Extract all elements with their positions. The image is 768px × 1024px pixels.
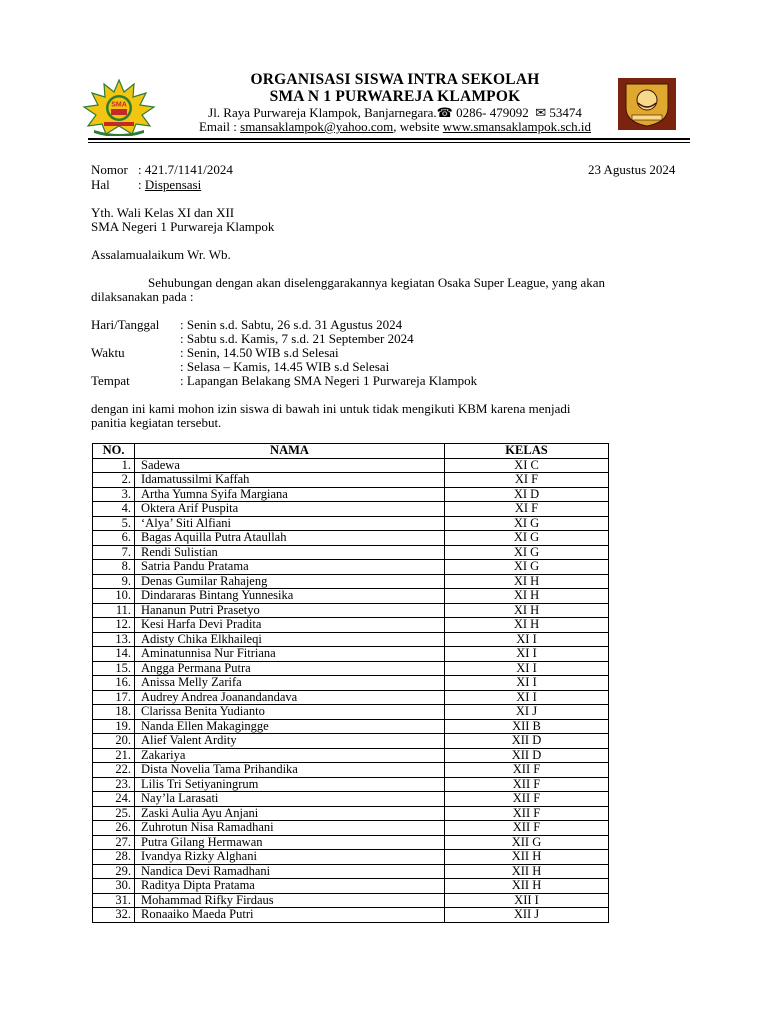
nomor-label: Nomor	[91, 162, 128, 177]
waktu-value-1: : Senin, 14.50 WIB s.d Selesai	[180, 345, 339, 360]
table-row	[93, 502, 609, 517]
row-number: 10.	[93, 589, 135, 604]
row-number: 8.	[93, 560, 135, 575]
student-class: XI I	[445, 647, 609, 662]
student-class: XII G	[445, 835, 609, 850]
table-row	[93, 661, 609, 676]
student-name: Lilis Tri Setiyaningrum	[135, 777, 445, 792]
logo-sma-text: SMA	[111, 101, 127, 109]
row-number: 11.	[93, 603, 135, 618]
row-number: 20.	[93, 734, 135, 749]
letterhead-rule-thick	[88, 138, 690, 140]
student-name: Satria Pandu Pratama	[135, 560, 445, 575]
student-name: Adisty Chika Elkhaileqi	[135, 632, 445, 647]
student-table	[92, 443, 609, 923]
website-label: , website	[393, 119, 443, 134]
student-class: XII D	[445, 748, 609, 763]
student-class: XII D	[445, 734, 609, 749]
row-number: 18.	[93, 705, 135, 720]
row-number: 32.	[93, 908, 135, 923]
student-name: Raditya Dipta Pratama	[135, 879, 445, 894]
row-number: 22.	[93, 763, 135, 778]
student-class: XI H	[445, 589, 609, 604]
student-name: Nay’la Larasati	[135, 792, 445, 807]
row-number: 15.	[93, 661, 135, 676]
table-row	[93, 560, 609, 575]
row-number: 5.	[93, 516, 135, 531]
phone-number: 0286- 479092	[456, 105, 529, 120]
student-name: Rendi Sulistian	[135, 545, 445, 560]
student-name: Denas Gumilar Rahajeng	[135, 574, 445, 589]
student-name: Kesi Harfa Devi Pradita	[135, 618, 445, 633]
row-number: 21.	[93, 748, 135, 763]
contact-line	[150, 119, 640, 135]
row-number: 7.	[93, 545, 135, 560]
student-class: XI H	[445, 574, 609, 589]
table-row	[93, 879, 609, 894]
row-number: 13.	[93, 632, 135, 647]
website-link[interactable]: www.smansaklampok.sch.id	[442, 119, 592, 134]
table-row	[93, 777, 609, 792]
envelope-icon: ✉	[535, 105, 547, 120]
intro-line1: Sehubungan dengan akan diselenggarakannya kegiatan Osaka Super League, yang akan	[148, 275, 605, 290]
student-name: Zuhrotun Nisa Ramadhani	[135, 821, 445, 836]
row-number: 12.	[93, 618, 135, 633]
student-name: Ronaaiko Maeda Putri	[135, 908, 445, 923]
table-row	[93, 908, 609, 923]
student-class: XI I	[445, 676, 609, 691]
row-number: 30.	[93, 879, 135, 894]
letter-date: 23 Agustus 2024	[588, 162, 676, 177]
table-row	[93, 487, 609, 502]
student-class: XI G	[445, 531, 609, 546]
hal-value: Dispensasi	[144, 177, 202, 192]
student-class: XI C	[445, 458, 609, 473]
table-row	[93, 806, 609, 821]
hal-label: Hal	[91, 177, 110, 192]
student-class: XI I	[445, 661, 609, 676]
student-name: Oktera Arif Puspita	[135, 502, 445, 517]
tempat-label: Tempat	[91, 373, 130, 388]
student-class: XI J	[445, 705, 609, 720]
student-name: Nandica Devi Ramadhani	[135, 864, 445, 879]
student-name: Anissa Melly Zarifa	[135, 676, 445, 691]
table-row	[93, 763, 609, 778]
row-number: 19.	[93, 719, 135, 734]
student-class: XII F	[445, 763, 609, 778]
row-number: 14.	[93, 647, 135, 662]
table-row	[93, 792, 609, 807]
student-name: Ivandya Rizky Alghani	[135, 850, 445, 865]
org-name-line2: SMA N 1 PURWAREJA KLAMPOK	[269, 88, 521, 105]
student-name: Zakariya	[135, 748, 445, 763]
student-name: Nanda Ellen Makagingge	[135, 719, 445, 734]
student-class: XI D	[445, 487, 609, 502]
student-class: XI I	[445, 690, 609, 705]
table-row	[93, 531, 609, 546]
student-class: XI H	[445, 603, 609, 618]
student-name: Audrey Andrea Joanandandava	[135, 690, 445, 705]
table-header-row	[93, 444, 609, 459]
recipient-line2: SMA Negeri 1 Purwareja Klampok	[91, 219, 275, 234]
table-row	[93, 618, 609, 633]
student-name: Putra Gilang Hermawan	[135, 835, 445, 850]
row-number: 31.	[93, 893, 135, 908]
table-row	[93, 705, 609, 720]
hari-value-1: : Senin s.d. Sabtu, 26 s.d. 31 Agustus 2024	[180, 317, 403, 332]
hal-field	[138, 177, 201, 192]
row-number: 23.	[93, 777, 135, 792]
request-line1: dengan ini kami mohon izin siswa di bawah ini untuk tidak mengikuti KBM karena menjadi	[91, 401, 571, 416]
recipient-line1: Yth. Wali Kelas XI dan XII	[91, 205, 235, 220]
table-row	[93, 734, 609, 749]
row-number: 28.	[93, 850, 135, 865]
student-class: XI G	[445, 545, 609, 560]
row-number: 24.	[93, 792, 135, 807]
header-no: NO.	[93, 444, 135, 459]
hari-value-2: : Sabtu s.d. Kamis, 7 s.d. 21 September 2024	[180, 331, 414, 346]
student-class: XII H	[445, 879, 609, 894]
table-row	[93, 835, 609, 850]
row-number: 29.	[93, 864, 135, 879]
student-class: XII I	[445, 893, 609, 908]
request-line2: panitia kegiatan tersebut.	[91, 415, 222, 430]
row-number: 26.	[93, 821, 135, 836]
student-class: XII H	[445, 850, 609, 865]
row-number: 2.	[93, 473, 135, 488]
intro-line2: dilaksanakan pada :	[91, 289, 194, 304]
table-row	[93, 545, 609, 560]
table-row	[93, 864, 609, 879]
student-class: XI I	[445, 632, 609, 647]
table-row	[93, 516, 609, 531]
address-text: Jl. Raya Purwareja Klampok, Banjarnegara.	[208, 105, 437, 120]
table-row	[93, 632, 609, 647]
row-number: 25.	[93, 806, 135, 821]
student-name: Dista Novelia Tama Prihandika	[135, 763, 445, 778]
student-class: XI H	[445, 618, 609, 633]
telephone-icon: ☎	[436, 105, 453, 120]
student-class: XII B	[445, 719, 609, 734]
waktu-value-2: : Selasa – Kamis, 14.45 WIB s.d Selesai	[180, 359, 390, 374]
student-class: XII F	[445, 792, 609, 807]
table-row	[93, 690, 609, 705]
student-name: Alief Valent Ardity	[135, 734, 445, 749]
student-class: XII F	[445, 806, 609, 821]
student-class: XI F	[445, 473, 609, 488]
table-row	[93, 458, 609, 473]
student-name: Hananun Putri Prasetyo	[135, 603, 445, 618]
student-name: Angga Permana Putra	[135, 661, 445, 676]
row-number: 27.	[93, 835, 135, 850]
hal-colon: :	[138, 177, 145, 192]
header-kelas: KELAS	[445, 444, 609, 459]
student-name: Clarissa Benita Yudianto	[135, 705, 445, 720]
row-number: 1.	[93, 458, 135, 473]
row-number: 17.	[93, 690, 135, 705]
student-name: Bagas Aquilla Putra Ataullah	[135, 531, 445, 546]
table-row	[93, 893, 609, 908]
org-name-line1: ORGANISASI SISWA INTRA SEKOLAH	[250, 71, 540, 88]
table-row	[93, 589, 609, 604]
student-name: Dindararas Bintang Yunnesika	[135, 589, 445, 604]
letterhead-rule-thin	[88, 142, 690, 143]
waktu-label: Waktu	[91, 345, 125, 360]
nomor-value: : 421.7/1141/2024	[138, 162, 233, 177]
row-number: 4.	[93, 502, 135, 517]
student-class: XII J	[445, 908, 609, 923]
student-class: XII F	[445, 821, 609, 836]
table-row	[93, 719, 609, 734]
osis-logo-right	[618, 78, 676, 130]
greeting: Assalamualaikum Wr. Wb.	[91, 247, 231, 262]
header-nama: NAMA	[135, 444, 445, 459]
email-link[interactable]: smansaklampok@yahoo.com	[240, 119, 394, 134]
student-name: Sadewa	[135, 458, 445, 473]
student-name: Idamatussilmi Kaffah	[135, 473, 445, 488]
row-number: 3.	[93, 487, 135, 502]
student-class: XII F	[445, 777, 609, 792]
hari-label: Hari/Tanggal	[91, 317, 160, 332]
student-class: XII H	[445, 864, 609, 879]
table-row	[93, 676, 609, 691]
student-name: Artha Yumna Syifa Margiana	[135, 487, 445, 502]
row-number: 6.	[93, 531, 135, 546]
table-row	[93, 603, 609, 618]
postal-code: 53474	[549, 105, 582, 120]
student-class: XI F	[445, 502, 609, 517]
table-row	[93, 574, 609, 589]
row-number: 9.	[93, 574, 135, 589]
student-name: Mohammad Rifky Firdaus	[135, 893, 445, 908]
student-name: ‘Alya’ Siti Alfiani	[135, 516, 445, 531]
table-row	[93, 821, 609, 836]
table-row	[93, 473, 609, 488]
table-row	[93, 647, 609, 662]
table-row	[93, 850, 609, 865]
table-row	[93, 748, 609, 763]
student-name: Aminatunnisa Nur Fitriana	[135, 647, 445, 662]
student-name: Zaski Aulia Ayu Anjani	[135, 806, 445, 821]
row-number: 16.	[93, 676, 135, 691]
email-label: Email :	[198, 119, 241, 134]
school-logo-left	[80, 78, 158, 136]
student-class: XI G	[445, 516, 609, 531]
student-class: XI G	[445, 560, 609, 575]
tempat-value: : Lapangan Belakang SMA Negeri 1 Purwareja Klampok	[180, 373, 478, 388]
